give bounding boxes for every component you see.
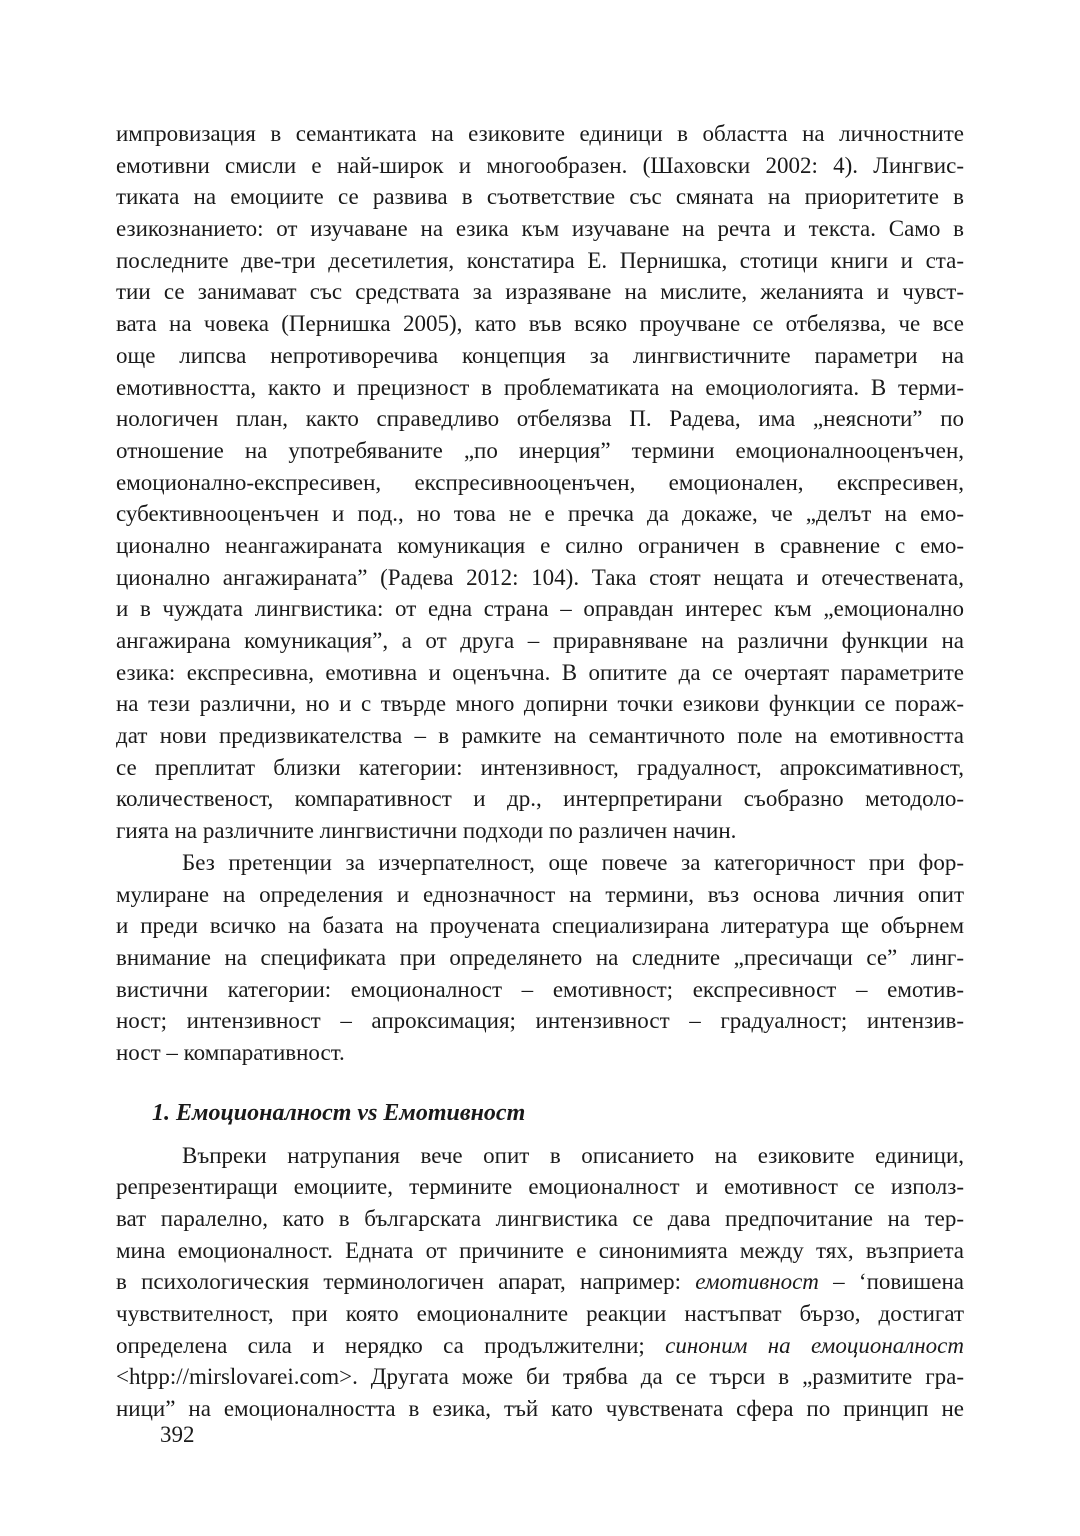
italic-term: синоним на емоционалност xyxy=(665,1332,964,1358)
text-line: езикознанието: от изучаване на езика към изучаване на речта и текста. Само в xyxy=(116,216,964,242)
text-line: импровизация в семантиката на езиковите единици в областта на личностните xyxy=(116,121,964,146)
text-line: нологичен план, както справедливо отбелязва П. Радева, има „неясноти” по xyxy=(116,406,964,432)
text-line xyxy=(116,1330,964,1362)
text-line: гията на различните лингвистични подходи по различен начин. xyxy=(116,818,737,844)
text-line: още липсва непротиворечива концепция за лингвистичните параметри на xyxy=(116,342,964,368)
text-line: репрезентиращи емоциите, термините емоционалност и емотивност се използ- xyxy=(116,1174,964,1200)
text-line: тиката на емоциите се развива в съответствие със смяната на приоритетите в xyxy=(116,184,964,210)
text-line: емотивността, както и прецизност в проблематиката на емоциологията. В терми- xyxy=(116,374,964,400)
text-line: вата на човека (Пернишка 2005), като във всяко проучване се отбелязва, че все xyxy=(116,311,964,337)
text-line: ват паралелно, като в българската лингвистика се дава предпочитание на тер- xyxy=(116,1206,964,1231)
text-line: езика: експресивна, емотивна и оценъчна. В опитите да се очертаят параметрите xyxy=(116,659,964,685)
text-segment: определена сила и нерядко са продължителни; xyxy=(116,1332,666,1358)
text-line: отношение на употребяваните „по инерция” термини емоционалнооценъчен, xyxy=(116,437,964,463)
text-line: внимание на спецификата при определянето на следните „пресичащи се” линг- xyxy=(116,944,964,970)
text-line: вистични категории: емоционалност – емотивност; експресивност – емотив- xyxy=(116,976,964,1002)
text-line: ционално неангажираната комуникация е силно ограничен в сравнение с емо- xyxy=(116,532,964,558)
text-line: последните две-три десетилетия, констатира Е. Пернишка, стотици книги и ста- xyxy=(116,247,964,273)
text-line: <htpp://mirslovarei.com>. Другата може би трябва да се търси в „размитите гра- xyxy=(116,1364,964,1390)
text-line: Без претенции за изчерпателност, още повече за категоричност при фор- xyxy=(182,849,964,875)
text-line xyxy=(116,1266,964,1298)
text-line: мулиране на определения и еднозначност на термини, въз основа личния опит xyxy=(116,881,964,907)
text-line: мина емоционалност. Едната от причините е синонимията между тях, възприета xyxy=(116,1237,964,1263)
section-heading: 1. Емоционалност vs Емотивност xyxy=(152,1099,526,1126)
paragraph-1 xyxy=(116,118,964,847)
text-line: ангажирана комуникация”, а от друга – приравняване на различни функции на xyxy=(116,628,964,653)
text-line: количественост, компаративност и др., интерпретирани съобразно методоло- xyxy=(116,786,964,812)
text-line: ници” на емоционалността в езика, тъй като чувствената сфера по принцип не xyxy=(116,1396,964,1422)
text-segment: в психологическия терминологичен апарат, например: xyxy=(116,1269,696,1295)
text-segment: – ‘повишена xyxy=(818,1269,964,1295)
paragraph-2 xyxy=(116,847,964,1069)
text-line: емоционално-експресивен, експресивнооценъчен, емоционален, експресивен, xyxy=(116,469,964,495)
page-number: 392 xyxy=(160,1422,195,1447)
text-line: тии се занимават със средствата за изразяване на мислите, желанията и чувст- xyxy=(116,279,964,305)
text-line: Въпреки натрупания вече опит в описанието на езиковите единици, xyxy=(182,1142,964,1168)
text-line: се преплитат близки категории: интензивност, градуалност, апроксимативност, xyxy=(116,754,964,780)
section-paragraph xyxy=(116,1140,964,1425)
text-line: на тези различни, но и с твърде много допирни точки езикови функции се пораж- xyxy=(116,691,964,717)
text-line: чувствителност, при която емоционалните реакции настъпват бързо, достигат xyxy=(116,1301,964,1327)
text-line: и в чуждата лингвистика: от една страна – оправдан интерес към „емоционално xyxy=(116,596,964,622)
italic-term: емотивност xyxy=(695,1269,819,1295)
text-line: ционално ангажираната” (Радева 2012: 104). Така стоят нещата и отечествената, xyxy=(116,564,964,590)
text-line: дат нови предизвикателства – в рамките на семантичното поле на емотивността xyxy=(116,723,964,749)
text-line: и преди всичко на базата на проучената специализирана литература ще обърнем xyxy=(116,913,964,939)
text-line: емотивни смисли е най-широк и многообразен. (Шаховски 2002: 4). Лингвис- xyxy=(116,152,964,178)
text-line: ност; интензивност – апроксимация; интензивност – градуалност; интензив- xyxy=(116,1008,964,1034)
text-line: ност – компаративност. xyxy=(116,1039,345,1065)
text-line: субективнооценъчен и под., но това не е пречка да докаже, че „делът на емо- xyxy=(116,501,964,527)
page-body xyxy=(116,118,964,1425)
